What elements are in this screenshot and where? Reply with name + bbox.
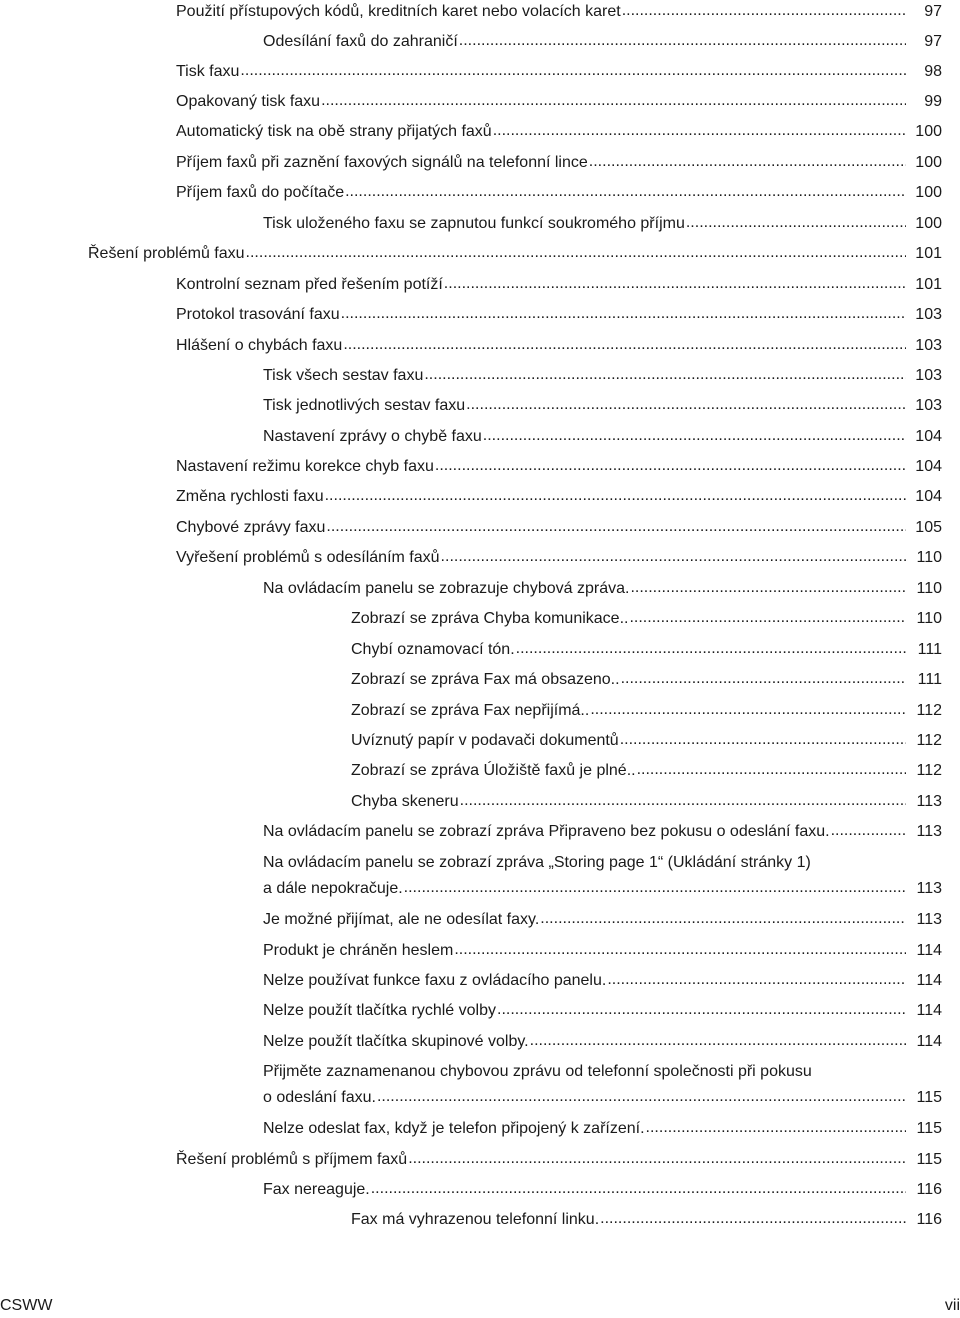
toc-entry-title: Zobrazí se zpráva Úložiště faxů je plné..: [351, 762, 636, 779]
toc-entry-title: Chybové zprávy faxu: [176, 519, 326, 536]
toc-entry-title: Je možné přijímat, ale ne odesílat faxy.: [263, 911, 540, 928]
toc-entry-title: Změna rychlosti faxu: [176, 488, 324, 505]
toc-entry-title: Nelze použít tlačítka skupinové volby.: [263, 1033, 529, 1050]
toc-page-number: 111: [917, 641, 942, 658]
toc-entry-title: Zobrazí se zpráva Fax má obsazeno..: [351, 671, 620, 688]
toc-entry[interactable]: [176, 336, 942, 356]
toc-entry[interactable]: [351, 1210, 942, 1230]
toc-entry[interactable]: [263, 1062, 942, 1108]
toc-entry[interactable]: [263, 1180, 942, 1200]
dot-leader: [341, 304, 906, 324]
toc-entry[interactable]: [263, 579, 942, 599]
toc-entry-title-continued: a dále nepokračuje.: [263, 880, 403, 897]
toc-entry-title: Tisk faxu: [176, 63, 240, 80]
toc-entry[interactable]: [263, 396, 942, 416]
toc-page-number: 100: [915, 123, 942, 140]
dot-leader: [343, 335, 906, 355]
toc-page-number: 111: [917, 671, 942, 688]
toc-entry-title: Řešení problémů s příjmem faxů: [176, 1151, 408, 1168]
toc-page-number: 112: [916, 762, 942, 779]
toc-entry[interactable]: [351, 670, 942, 690]
toc-entry-title: Na ovládacím panelu se zobrazí zpráva „Storing page 1“ (Ukládání stránky 1): [263, 854, 811, 871]
toc-entry[interactable]: [263, 366, 942, 386]
toc-page-number: 112: [916, 732, 942, 749]
dot-leader: [460, 791, 906, 811]
toc-page-number: 114: [916, 1002, 942, 1019]
toc-entry-title: Nelze odeslat fax, když je telefon připojený k zařízení.: [263, 1120, 645, 1137]
toc-page-number: 114: [916, 942, 942, 959]
toc-entry-title: Chyba skeneru: [351, 793, 459, 810]
toc-entry[interactable]: [263, 427, 942, 447]
dot-leader: [466, 395, 906, 415]
dot-leader: [497, 1000, 906, 1020]
toc-entry[interactable]: [176, 275, 942, 295]
toc-entry-title: Tisk jednotlivých sestav faxu: [263, 397, 466, 414]
toc-page-number: 116: [916, 1181, 942, 1198]
toc-entry-title: Na ovládacím panelu se zobrazí zpráva Připraveno bez pokusu o odeslání faxu.: [263, 823, 830, 840]
toc-page-number: 100: [915, 184, 942, 201]
toc-page-number: 115: [916, 1120, 942, 1137]
dot-leader: [424, 365, 906, 385]
toc-entry-title: Kontrolní seznam před řešením potíží: [176, 276, 443, 293]
toc-entry-title: Zobrazí se zpráva Chyba komunikace..: [351, 610, 629, 627]
dot-leader: [600, 1209, 906, 1229]
toc-entry[interactable]: [263, 910, 942, 930]
toc-entry[interactable]: [176, 1150, 942, 1170]
dot-leader: [459, 31, 906, 51]
dot-leader: [377, 1087, 906, 1107]
toc-entry-title: Uvíznutý papír v podavači dokumentů: [351, 732, 619, 749]
toc-entry-title-continued: o odeslání faxu.: [263, 1089, 376, 1106]
toc-page-number: 110: [916, 549, 942, 566]
toc-entry[interactable]: [176, 457, 942, 477]
toc-entry[interactable]: [351, 731, 942, 751]
dot-leader: [831, 821, 906, 841]
dot-leader: [637, 760, 906, 780]
dot-leader: [530, 1031, 906, 1051]
dot-leader: [620, 730, 906, 750]
toc-entry[interactable]: [176, 2, 942, 22]
toc-entry-title: Přijměte zaznamenanou chybovou zprávu od telefonní společnosti při pokusu: [263, 1063, 812, 1080]
toc-page-number: 113: [916, 880, 942, 897]
toc-entry[interactable]: [176, 62, 942, 82]
toc-entry[interactable]: [263, 853, 942, 899]
toc-entry[interactable]: [176, 487, 942, 507]
toc-page-number: 97: [924, 3, 942, 20]
dot-leader: [622, 1, 906, 21]
toc-entry[interactable]: [88, 244, 942, 264]
dot-leader: [246, 243, 906, 263]
toc-entry[interactable]: [263, 1119, 942, 1139]
toc-page-number: 104: [915, 428, 942, 445]
toc-entry[interactable]: [263, 214, 942, 234]
toc-page-number: 112: [916, 702, 942, 719]
dot-leader: [321, 91, 906, 111]
toc-page-number: 104: [915, 488, 942, 505]
dot-leader: [630, 578, 906, 598]
toc-entry-title: Tisk uloženého faxu se zapnutou funkcí soukromého příjmu: [263, 215, 685, 232]
toc-entry[interactable]: [263, 1001, 942, 1021]
toc-entry[interactable]: [351, 701, 942, 721]
dot-leader: [589, 152, 906, 172]
toc-page-number: 114: [916, 972, 942, 989]
toc-page-number: 110: [916, 580, 942, 597]
toc-entry-title: Odesílání faxů do zahraničí: [263, 33, 458, 50]
dot-leader: [590, 700, 906, 720]
dot-leader: [483, 426, 906, 446]
toc-entry[interactable]: [176, 183, 942, 203]
toc-page-number: 101: [915, 245, 942, 262]
toc-entry[interactable]: [351, 761, 942, 781]
dot-leader: [371, 1179, 906, 1199]
toc-entry-title: Chybí oznamovací tón.: [351, 641, 515, 658]
toc-page-number: 116: [916, 1211, 942, 1228]
toc-entry-title: Fax má vyhrazenou telefonní linku.: [351, 1211, 600, 1228]
toc-entry-title: Na ovládacím panelu se zobrazuje chybová zpráva.: [263, 580, 630, 597]
toc-page-number: 115: [916, 1089, 942, 1106]
toc-entry-title: Automatický tisk na obě strany přijatých faxů: [176, 123, 492, 140]
toc-entry-title: Fax nereaguje.: [263, 1181, 370, 1198]
toc-page-number: 103: [915, 367, 942, 384]
toc-page-number: 101: [915, 276, 942, 293]
toc-page-number: 113: [916, 823, 942, 840]
toc-page-number: 97: [924, 33, 942, 50]
toc-entry-title: Řešení problémů faxu: [88, 245, 245, 262]
dot-leader: [540, 909, 906, 929]
toc-entry[interactable]: [263, 822, 942, 842]
dot-leader: [404, 878, 906, 898]
dot-leader: [516, 639, 906, 659]
toc-page-number: 103: [915, 306, 942, 323]
toc-entry[interactable]: [351, 640, 942, 660]
toc-entry-title: Protokol trasování faxu: [176, 306, 340, 323]
toc-entry[interactable]: [263, 941, 942, 961]
toc-page-number: 100: [915, 154, 942, 171]
dot-leader: [454, 940, 906, 960]
dot-leader: [629, 608, 906, 628]
dot-leader: [240, 61, 906, 81]
toc-entry[interactable]: [351, 792, 942, 812]
toc-entry-title: Nastavení zprávy o chybě faxu: [263, 428, 482, 445]
dot-leader: [408, 1149, 906, 1169]
toc-entry[interactable]: [351, 609, 942, 629]
toc-entry-title: Zobrazí se zpráva Fax nepřijímá..: [351, 702, 590, 719]
toc-entry[interactable]: [176, 305, 942, 325]
toc-entry-title: Tisk všech sestav faxu: [263, 367, 424, 384]
dot-leader: [621, 669, 906, 689]
toc-entry[interactable]: [176, 92, 942, 112]
toc-page-number: 104: [915, 458, 942, 475]
toc-entry[interactable]: [176, 548, 942, 568]
toc-entry[interactable]: [176, 153, 942, 173]
toc-page-number: 99: [924, 93, 942, 110]
toc-page-number: 98: [924, 63, 942, 80]
toc-entry[interactable]: [263, 32, 942, 52]
toc-entry[interactable]: [263, 971, 942, 991]
toc-entry-title: Použití přístupových kódů, kreditních karet nebo volacích karet: [176, 3, 621, 20]
toc-entry[interactable]: [263, 1032, 942, 1052]
dot-leader: [441, 547, 906, 567]
toc-entry-title: Hlášení o chybách faxu: [176, 337, 343, 354]
dot-leader: [444, 274, 906, 294]
footer-document-code: CSWW: [0, 1297, 53, 1314]
toc-page-number: 103: [915, 337, 942, 354]
toc-entry-title: Příjem faxů do počítače: [176, 184, 345, 201]
dot-leader: [686, 213, 906, 233]
dot-leader: [646, 1118, 906, 1138]
dot-leader: [325, 486, 906, 506]
dot-leader: [345, 182, 906, 202]
toc-entry-title: Opakovaný tisk faxu: [176, 93, 321, 110]
toc-entry-title: Nastavení režimu korekce chyb faxu: [176, 458, 434, 475]
dot-leader: [493, 121, 906, 141]
toc-page-number: 114: [916, 1033, 942, 1050]
toc-entry-title: Vyřešení problémů s odesíláním faxů: [176, 549, 440, 566]
toc-entry[interactable]: [176, 518, 942, 538]
toc-page-number: 105: [915, 519, 942, 536]
toc-page-number: 100: [915, 215, 942, 232]
dot-leader: [326, 517, 906, 537]
toc-page-number: 113: [916, 911, 942, 928]
toc-entry[interactable]: [176, 122, 942, 142]
toc-page-number: 115: [916, 1151, 942, 1168]
dot-leader: [607, 970, 906, 990]
toc-entry-title: Nelze používat funkce faxu z ovládacího panelu.: [263, 972, 607, 989]
toc-entry-title: Nelze použít tlačítka rychlé volby: [263, 1002, 496, 1019]
toc-page-number: 110: [916, 610, 942, 627]
toc-entry-title: Produkt je chráněn heslem: [263, 942, 454, 959]
toc-entry-title: Příjem faxů při zaznění faxových signálů na telefonní lince: [176, 154, 588, 171]
toc-page-number: 103: [915, 397, 942, 414]
dot-leader: [435, 456, 906, 476]
footer-page-number: vii: [944, 1297, 960, 1314]
toc-page-number: 113: [916, 793, 942, 810]
